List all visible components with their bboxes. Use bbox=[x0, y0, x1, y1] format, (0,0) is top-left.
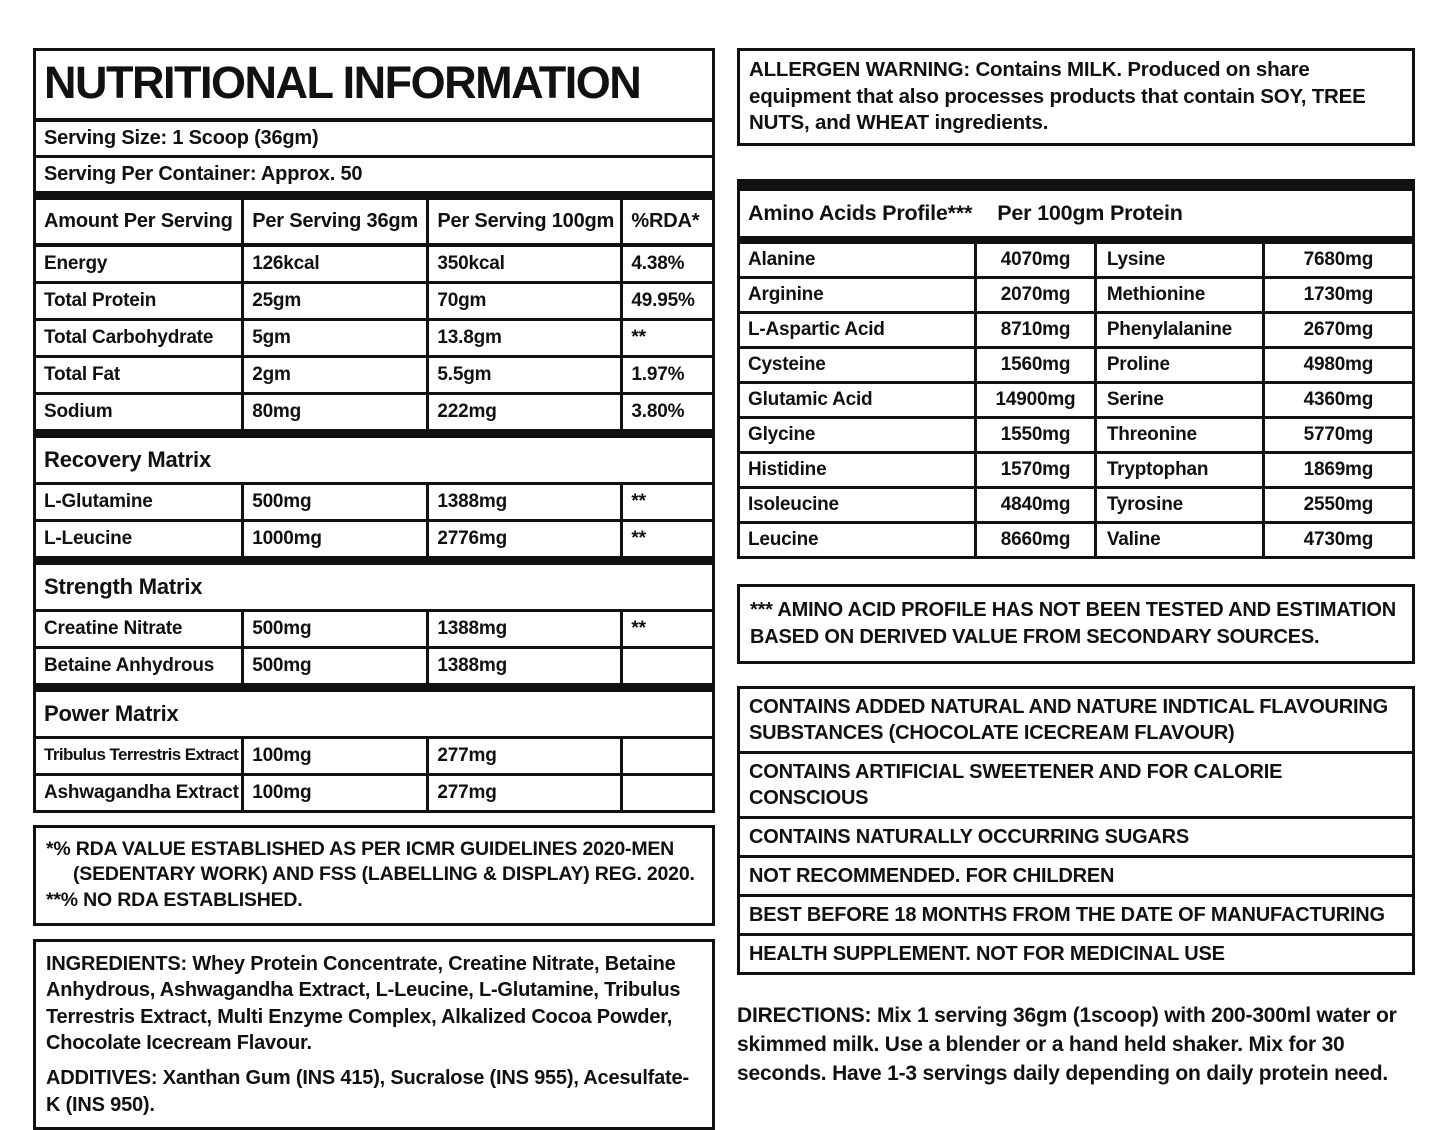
cell-amino-name: Methionine bbox=[1097, 279, 1265, 311]
cell-rda: 1.97% bbox=[631, 363, 685, 385]
additives-paragraph bbox=[46, 1065, 702, 1118]
cell-value: 100mg bbox=[244, 776, 429, 810]
statement-children: NOT RECOMMENDED. FOR CHILDREN bbox=[740, 858, 1412, 897]
cell-amino-value: 2070mg bbox=[977, 279, 1097, 311]
cell-amino-value: 1550mg bbox=[977, 419, 1097, 451]
cell-amino-name: Histidine bbox=[740, 454, 977, 486]
cell-rda bbox=[623, 739, 712, 773]
cell-amino-name: L-Aspartic Acid bbox=[740, 314, 977, 346]
divider-bar bbox=[36, 683, 712, 692]
serving-size: Serving Size: 1 Scoop (36gm) bbox=[36, 122, 712, 158]
amino-table-header bbox=[740, 191, 1412, 236]
serving-per-container: Serving Per Container: Approx. 50 bbox=[44, 162, 363, 185]
cell-nutrient: Ashwagandha Extract bbox=[36, 776, 244, 810]
cell-value: 5gm bbox=[244, 321, 429, 355]
main-table-header-row bbox=[36, 200, 712, 247]
amino-profile-disclaimer-box: *** AMINO ACID PROFILE HAS NOT BEEN TESTED AND ESTIMATION BASED ON DERIVED VALUE FROM SECONDARY SOURCES. bbox=[737, 584, 1415, 664]
ingredients-label: INGREDIENTS: bbox=[46, 952, 187, 975]
column-header: Amount Per Serving bbox=[36, 200, 244, 243]
cell-nutrient: Total Carbohydrate bbox=[36, 321, 244, 355]
table-row bbox=[36, 321, 712, 358]
additives-label: ADDITIVES: bbox=[46, 1067, 158, 1090]
right-column bbox=[737, 48, 1415, 1130]
directions-text: Mix 1 serving 36gm (1scoop) with 200-300ml water or skimmed milk. Use a blender or a hand held shaker. Mix for 30 seconds. Have 1-3 servings daily depending on daily protein need. bbox=[737, 1003, 1397, 1085]
amino-row bbox=[740, 279, 1412, 314]
cell-nutrient: L-Glutamine bbox=[36, 485, 244, 519]
cell-value: 1388mg bbox=[429, 649, 623, 683]
table-row bbox=[36, 612, 712, 649]
rda-footnote-box bbox=[33, 825, 715, 926]
amino-row bbox=[740, 524, 1412, 556]
cell-nutrient: L-Leucine bbox=[36, 522, 244, 556]
cell-amino-name: Tyrosine bbox=[1097, 489, 1265, 521]
cell-nutrient: Energy bbox=[36, 247, 244, 281]
cell-amino-name: Glutamic Acid bbox=[740, 384, 977, 416]
amino-row bbox=[740, 384, 1412, 419]
cell-amino-name: Tryptophan bbox=[1097, 454, 1265, 486]
cell-nutrient: Sodium bbox=[36, 395, 244, 429]
cell-nutrient: Tribulus Terrestris Extract bbox=[36, 739, 244, 773]
cell-amino-value: 2550mg bbox=[1303, 493, 1374, 515]
amino-row bbox=[740, 454, 1412, 489]
cell-amino-value: 8660mg bbox=[977, 524, 1097, 556]
table-row bbox=[36, 485, 712, 522]
cell-amino-value: 4980mg bbox=[1303, 353, 1374, 375]
cell-value: 1388mg bbox=[429, 485, 623, 519]
cell-value: 1000mg bbox=[244, 522, 429, 556]
amino-row bbox=[740, 419, 1412, 454]
cell-value: 5.5gm bbox=[429, 358, 623, 392]
amino-row bbox=[740, 314, 1412, 349]
divider-bar bbox=[36, 556, 712, 565]
rda-footnote-line: *% RDA VALUE ESTABLISHED AS PER ICMR GUIDELINES 2020-MEN bbox=[46, 837, 675, 860]
cell-amino-value: 8710mg bbox=[977, 314, 1097, 346]
cell-amino-name: Lysine bbox=[1097, 244, 1265, 276]
cell-amino-name: Threonine bbox=[1097, 419, 1265, 451]
left-column bbox=[33, 48, 715, 1130]
cell-amino-value: 14900mg bbox=[977, 384, 1097, 416]
cell-amino-value: 2670mg bbox=[1303, 318, 1374, 340]
allergen-warning-box bbox=[737, 48, 1415, 146]
section-header-recovery-matrix: Recovery Matrix bbox=[36, 438, 712, 485]
cell-value: 500mg bbox=[244, 485, 429, 519]
cell-value: 277mg bbox=[429, 776, 623, 810]
table-row bbox=[36, 649, 712, 683]
cell-value: 1388mg bbox=[429, 612, 623, 646]
divider-bar bbox=[36, 429, 712, 438]
allergen-text: Contains MILK. Produced on share equipment that also processes products that contain SOY, TREE NUTS, and WHEAT ingredients. bbox=[749, 58, 1366, 135]
statement-flavouring: CONTAINS ADDED NATURAL AND NATURE INDTICAL FLAVOURING SUBSTANCES (CHOCOLATE ICECREAM FLAVOUR) bbox=[740, 689, 1412, 754]
table-row bbox=[36, 522, 712, 556]
amino-row bbox=[740, 244, 1412, 279]
divider-bar bbox=[740, 236, 1412, 244]
cell-amino-value: 4360mg bbox=[1303, 388, 1374, 410]
amino-row bbox=[740, 489, 1412, 524]
ingredients-paragraph bbox=[46, 951, 702, 1057]
cell-nutrient: Total Protein bbox=[36, 284, 244, 318]
cell-value: 222mg bbox=[429, 395, 623, 429]
cell-amino-name: Serine bbox=[1097, 384, 1265, 416]
cell-amino-name: Phenylalanine bbox=[1097, 314, 1265, 346]
cell-amino-value: 4840mg bbox=[977, 489, 1097, 521]
cell-rda: 49.95% bbox=[631, 289, 695, 311]
table-row bbox=[36, 358, 712, 395]
directions-paragraph bbox=[737, 1002, 1415, 1089]
amino-table-subtitle: Per 100gm Protein bbox=[997, 200, 1183, 225]
table-row bbox=[36, 284, 712, 321]
cell-amino-name: Isoleucine bbox=[740, 489, 977, 521]
cell-rda: ** bbox=[631, 326, 646, 348]
statements-box bbox=[737, 686, 1415, 975]
cell-amino-value: 1570mg bbox=[977, 454, 1097, 486]
statement-sweetener: CONTAINS ARTIFICIAL SWEETENER AND FOR CALORIE CONSCIOUS bbox=[740, 754, 1412, 819]
cell-amino-value: 1869mg bbox=[1303, 458, 1374, 480]
ingredients-box bbox=[33, 939, 715, 1130]
rda-footnote-line: **% NO RDA ESTABLISHED. bbox=[46, 889, 303, 912]
column-header: Per Serving 36gm bbox=[244, 200, 429, 243]
cell-rda bbox=[623, 649, 712, 683]
table-row bbox=[36, 739, 712, 776]
divider-bar bbox=[36, 191, 712, 200]
cell-value: 277mg bbox=[429, 739, 623, 773]
cell-rda: ** bbox=[631, 527, 646, 549]
nutritional-information-table bbox=[33, 48, 715, 813]
cell-nutrient: Betaine Anhydrous bbox=[36, 649, 244, 683]
cell-value: 100mg bbox=[244, 739, 429, 773]
directions-label: DIRECTIONS: bbox=[737, 1003, 872, 1027]
statement-best-before: BEST BEFORE 18 MONTHS FROM THE DATE OF MANUFACTURING bbox=[740, 897, 1412, 936]
allergen-label: ALLERGEN WARNING: bbox=[749, 58, 970, 81]
statement-health-supplement: HEALTH SUPPLEMENT. NOT FOR MEDICINAL USE bbox=[749, 942, 1225, 965]
cell-value: 2gm bbox=[244, 358, 429, 392]
rda-footnote-line: (SEDENTARY WORK) AND FSS (LABELLING & DISPLAY) REG. 2020. bbox=[73, 863, 695, 886]
cell-value: 80mg bbox=[244, 395, 429, 429]
cell-amino-name: Cysteine bbox=[740, 349, 977, 381]
cell-value: 25gm bbox=[244, 284, 429, 318]
cell-amino-name: Proline bbox=[1097, 349, 1265, 381]
cell-nutrient: Total Fat bbox=[36, 358, 244, 392]
cell-amino-name: Arginine bbox=[740, 279, 977, 311]
cell-amino-value: 1560mg bbox=[977, 349, 1097, 381]
cell-amino-value: 5770mg bbox=[1303, 423, 1374, 445]
section-header-power-matrix: Power Matrix bbox=[36, 692, 712, 739]
cell-rda bbox=[623, 776, 712, 810]
cell-value: 13.8gm bbox=[429, 321, 623, 355]
table-row bbox=[36, 776, 712, 810]
cell-amino-value: 4730mg bbox=[1303, 528, 1374, 550]
cell-rda: 4.38% bbox=[631, 252, 685, 274]
amino-acids-table bbox=[737, 179, 1415, 559]
cell-value: 500mg bbox=[244, 649, 429, 683]
section-header-strength-matrix: Strength Matrix bbox=[36, 565, 712, 612]
cell-value: 70gm bbox=[429, 284, 623, 318]
cell-amino-value: 4070mg bbox=[977, 244, 1097, 276]
cell-value: 350kcal bbox=[429, 247, 623, 281]
divider-bar bbox=[740, 182, 1412, 191]
column-header: %RDA* bbox=[631, 209, 700, 232]
table-row bbox=[36, 247, 712, 284]
cell-rda: ** bbox=[631, 490, 646, 512]
amino-table-title: Amino Acids Profile*** bbox=[748, 200, 973, 225]
cell-nutrient: Creatine Nitrate bbox=[36, 612, 244, 646]
cell-amino-name: Leucine bbox=[740, 524, 977, 556]
cell-amino-name: Glycine bbox=[740, 419, 977, 451]
cell-rda: ** bbox=[631, 617, 646, 639]
table-row bbox=[36, 395, 712, 429]
ingredients-text: Whey Protein Concentrate, Creatine Nitrate, Betaine Anhydrous, Ashwagandha Extract, L-Leucine, L-Glutamine, Tribulus Terrestris Extract, Multi Enzyme Complex, Alkalized Cocoa Powder, Chocolate Icecream Flavour. bbox=[46, 952, 681, 1054]
column-header: Per Serving 100gm bbox=[429, 200, 623, 243]
amino-row bbox=[740, 349, 1412, 384]
cell-value: 500mg bbox=[244, 612, 429, 646]
cell-amino-value: 7680mg bbox=[1303, 248, 1374, 270]
statement-sugars: CONTAINS NATURALLY OCCURRING SUGARS bbox=[740, 819, 1412, 858]
cell-value: 126kcal bbox=[244, 247, 429, 281]
cell-amino-value: 1730mg bbox=[1303, 283, 1374, 305]
cell-value: 2776mg bbox=[429, 522, 623, 556]
cell-rda: 3.80% bbox=[631, 400, 685, 422]
page-title: NUTRITIONAL INFORMATION bbox=[36, 51, 712, 122]
additives-text: Xanthan Gum (INS 415), Sucralose (INS 955), Acesulfate-K (INS 950). bbox=[46, 1067, 689, 1116]
cell-amino-name: Alanine bbox=[740, 244, 977, 276]
cell-amino-name: Valine bbox=[1097, 524, 1265, 556]
